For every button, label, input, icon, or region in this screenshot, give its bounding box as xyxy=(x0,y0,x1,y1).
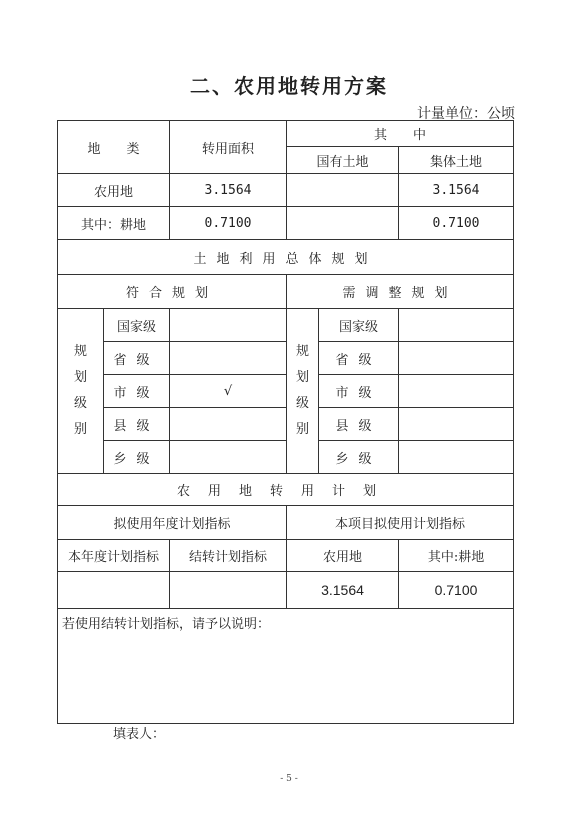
planning-title: 土地利用总体规划 xyxy=(58,240,514,275)
header-area: 转用面积 xyxy=(170,121,287,174)
level-city-right: 市级 xyxy=(319,375,399,408)
this-year-index-value xyxy=(58,572,170,609)
cultivated-index-header: 其中:耕地 xyxy=(399,540,514,572)
row-cultivated-area: 0.7100 xyxy=(170,207,287,240)
carried-over-note: 若使用结转计划指标，请予以说明： xyxy=(58,609,514,724)
level-label-right: 规 划 级 别 xyxy=(287,309,319,474)
form-filler-label: 填表人： xyxy=(113,727,166,742)
header-land-type: 地 类 xyxy=(58,121,170,174)
adjust-province-mark xyxy=(399,342,514,375)
header-of-which: 其 中 xyxy=(287,121,514,147)
level-national-left: 国家级 xyxy=(104,309,170,342)
transfer-plan-title: 农用地转用计划 xyxy=(58,474,514,506)
farmland-index-header: 农用地 xyxy=(287,540,399,572)
header-collective-land: 集体土地 xyxy=(399,147,514,174)
page-title: 二、农用地转用方案 xyxy=(190,74,388,98)
adjust-township-mark xyxy=(399,441,514,474)
row-farmland-area: 3.1564 xyxy=(170,174,287,207)
page-number: - 5 - xyxy=(280,774,298,784)
farmland-index-value: 3.1564 xyxy=(287,572,399,609)
project-index-header: 本项目拟使用计划指标 xyxy=(287,506,514,540)
unit-label: 计量单位：公顷 xyxy=(417,106,515,122)
level-township-left: 乡级 xyxy=(104,441,170,474)
level-county-left: 县级 xyxy=(104,408,170,441)
level-province-left: 省级 xyxy=(104,342,170,375)
row-farmland-state xyxy=(287,174,399,207)
row-cultivated-label: 其中：耕地 xyxy=(58,207,170,240)
row-cultivated-collective: 0.7100 xyxy=(399,207,514,240)
carried-over-index-header: 结转计划指标 xyxy=(170,540,287,572)
level-township-right: 乡级 xyxy=(319,441,399,474)
planning-conform: 符合规划 xyxy=(58,275,287,309)
adjust-city-mark xyxy=(399,375,514,408)
adjust-national-mark xyxy=(399,309,514,342)
this-year-index-header: 本年度计划指标 xyxy=(58,540,170,572)
level-province-right: 省级 xyxy=(319,342,399,375)
row-farmland-collective: 3.1564 xyxy=(399,174,514,207)
header-state-land: 国有土地 xyxy=(287,147,399,174)
carried-over-index-value xyxy=(170,572,287,609)
level-county-right: 县级 xyxy=(319,408,399,441)
row-cultivated-state xyxy=(287,207,399,240)
conform-township-mark xyxy=(170,441,287,474)
cultivated-index-value: 0.7100 xyxy=(399,572,514,609)
row-farmland-label: 农用地 xyxy=(58,174,170,207)
conform-city-mark: √ xyxy=(170,375,287,408)
conform-county-mark xyxy=(170,408,287,441)
level-city-left: 市级 xyxy=(104,375,170,408)
annual-index-header: 拟使用年度计划指标 xyxy=(58,506,287,540)
adjust-county-mark xyxy=(399,408,514,441)
conform-national-mark xyxy=(170,309,287,342)
planning-adjust: 需调整规划 xyxy=(287,275,514,309)
level-national-right: 国家级 xyxy=(319,309,399,342)
land-conversion-table xyxy=(57,120,514,724)
conform-province-mark xyxy=(170,342,287,375)
level-label-left: 规 划 级 别 xyxy=(58,309,104,474)
